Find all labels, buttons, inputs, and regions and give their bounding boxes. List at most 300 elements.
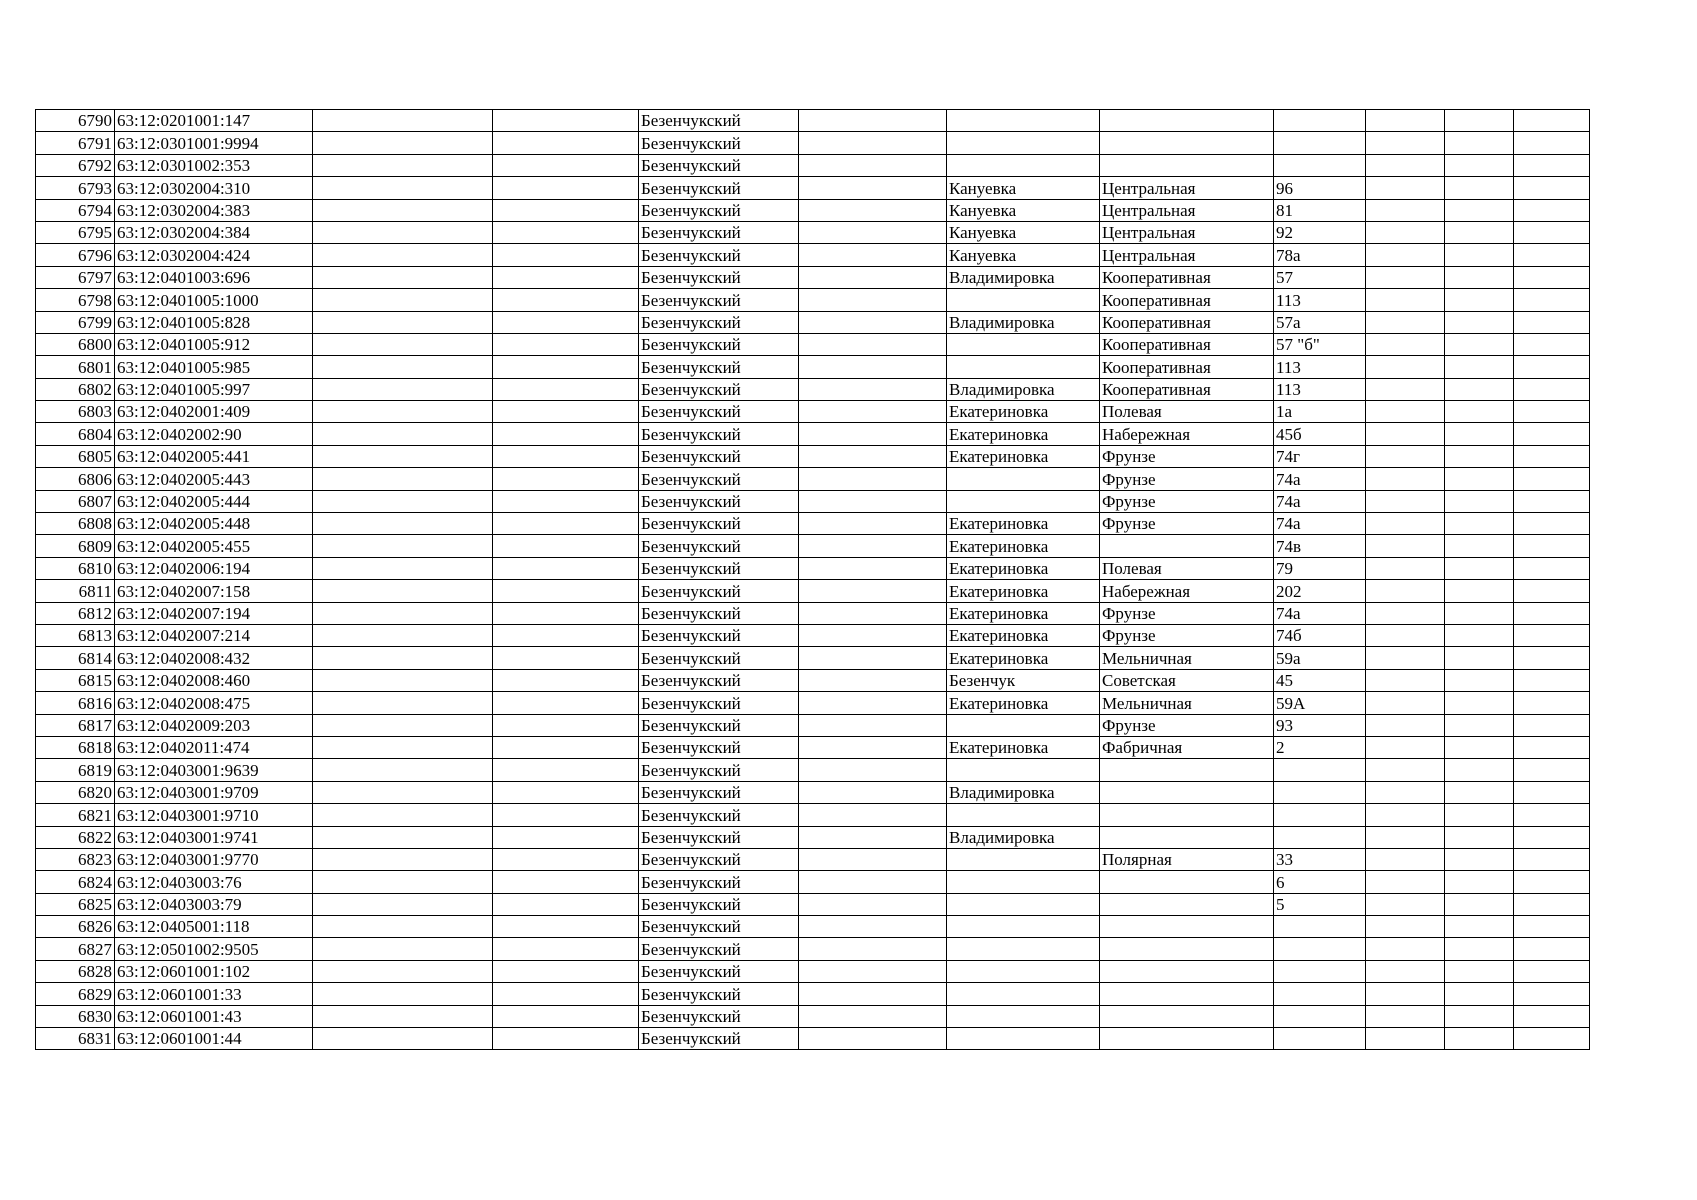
- house-number-cell: 74а: [1274, 468, 1366, 490]
- column-3-cell: [313, 983, 493, 1005]
- cadastral-number-cell: 63:12:0402007:214: [115, 624, 313, 646]
- street-cell: Фрунзе: [1100, 714, 1274, 736]
- district-cell: Безенчукский: [639, 580, 799, 602]
- settlement-cell: [947, 983, 1100, 1005]
- column-12-cell: [1514, 490, 1590, 512]
- house-number-cell: [1274, 759, 1366, 781]
- column-12-cell: [1514, 333, 1590, 355]
- settlement-cell: [947, 893, 1100, 915]
- settlement-cell: Екатериновка: [947, 602, 1100, 624]
- settlement-cell: Екатериновка: [947, 736, 1100, 758]
- street-cell: [1100, 983, 1274, 1005]
- column-4-cell: [493, 647, 639, 669]
- district-cell: Безенчукский: [639, 490, 799, 512]
- settlement-cell: [947, 960, 1100, 982]
- cadastral-number-cell: 63:12:0402001:409: [115, 401, 313, 423]
- column-10-cell: [1366, 266, 1445, 288]
- row-number-cell: 6813: [36, 624, 115, 646]
- column-11-cell: [1445, 445, 1514, 467]
- table-row: [36, 513, 1590, 535]
- column-4-cell: [493, 848, 639, 870]
- table-row: [36, 669, 1590, 691]
- column-3-cell: [313, 804, 493, 826]
- column-3-cell: [313, 759, 493, 781]
- column-6-cell: [799, 333, 947, 355]
- column-4-cell: [493, 826, 639, 848]
- settlement-cell: Безенчук: [947, 669, 1100, 691]
- column-11-cell: [1445, 960, 1514, 982]
- street-cell: Фабричная: [1100, 736, 1274, 758]
- cadastral-register-table: [35, 109, 1590, 1050]
- column-4-cell: [493, 692, 639, 714]
- district-cell: Безенчукский: [639, 1005, 799, 1027]
- column-12-cell: [1514, 378, 1590, 400]
- house-number-cell: 33: [1274, 848, 1366, 870]
- column-11-cell: [1445, 759, 1514, 781]
- column-6-cell: [799, 535, 947, 557]
- column-12-cell: [1514, 1005, 1590, 1027]
- row-number-cell: 6790: [36, 110, 115, 132]
- table-row: [36, 154, 1590, 176]
- district-cell: Безенчукский: [639, 356, 799, 378]
- district-cell: Безенчукский: [639, 513, 799, 535]
- column-11-cell: [1445, 221, 1514, 243]
- settlement-cell: [947, 759, 1100, 781]
- column-10-cell: [1366, 938, 1445, 960]
- column-11-cell: [1445, 333, 1514, 355]
- district-cell: Безенчукский: [639, 871, 799, 893]
- house-number-cell: 74а: [1274, 490, 1366, 512]
- column-4-cell: [493, 580, 639, 602]
- district-cell: Безенчукский: [639, 378, 799, 400]
- district-cell: Безенчукский: [639, 311, 799, 333]
- column-12-cell: [1514, 580, 1590, 602]
- street-cell: [1100, 110, 1274, 132]
- district-cell: Безенчукский: [639, 960, 799, 982]
- district-cell: Безенчукский: [639, 1028, 799, 1050]
- street-cell: Кооперативная: [1100, 289, 1274, 311]
- column-3-cell: [313, 916, 493, 938]
- column-11-cell: [1445, 557, 1514, 579]
- table-row: [36, 826, 1590, 848]
- column-10-cell: [1366, 871, 1445, 893]
- row-number-cell: 6824: [36, 871, 115, 893]
- column-6-cell: [799, 445, 947, 467]
- row-number-cell: 6811: [36, 580, 115, 602]
- cadastral-number-cell: 63:12:0403001:9741: [115, 826, 313, 848]
- row-number-cell: 6793: [36, 177, 115, 199]
- house-number-cell: [1274, 132, 1366, 154]
- cadastral-number-cell: 63:12:0401003:696: [115, 266, 313, 288]
- column-3-cell: [313, 110, 493, 132]
- column-4-cell: [493, 714, 639, 736]
- column-4-cell: [493, 110, 639, 132]
- cadastral-number-cell: 63:12:0403001:9770: [115, 848, 313, 870]
- column-6-cell: [799, 647, 947, 669]
- district-cell: Безенчукский: [639, 244, 799, 266]
- column-6-cell: [799, 602, 947, 624]
- column-10-cell: [1366, 983, 1445, 1005]
- table-row: [36, 960, 1590, 982]
- column-12-cell: [1514, 960, 1590, 982]
- column-11-cell: [1445, 311, 1514, 333]
- column-10-cell: [1366, 624, 1445, 646]
- row-number-cell: 6795: [36, 221, 115, 243]
- column-11-cell: [1445, 513, 1514, 535]
- street-cell: [1100, 1028, 1274, 1050]
- district-cell: Безенчукский: [639, 848, 799, 870]
- house-number-cell: 92: [1274, 221, 1366, 243]
- table-row: [36, 848, 1590, 870]
- house-number-cell: 6: [1274, 871, 1366, 893]
- district-cell: Безенчукский: [639, 557, 799, 579]
- row-number-cell: 6799: [36, 311, 115, 333]
- column-6-cell: [799, 1028, 947, 1050]
- column-3-cell: [313, 602, 493, 624]
- house-number-cell: [1274, 1028, 1366, 1050]
- column-6-cell: [799, 692, 947, 714]
- table-row: [36, 602, 1590, 624]
- column-4-cell: [493, 177, 639, 199]
- column-11-cell: [1445, 916, 1514, 938]
- column-3-cell: [313, 378, 493, 400]
- district-cell: Безенчукский: [639, 692, 799, 714]
- table-row: [36, 692, 1590, 714]
- column-11-cell: [1445, 378, 1514, 400]
- column-12-cell: [1514, 871, 1590, 893]
- settlement-cell: Кануевка: [947, 221, 1100, 243]
- table-row: [36, 1005, 1590, 1027]
- column-12-cell: [1514, 221, 1590, 243]
- street-cell: Кооперативная: [1100, 378, 1274, 400]
- house-number-cell: 57: [1274, 266, 1366, 288]
- house-number-cell: [1274, 154, 1366, 176]
- column-6-cell: [799, 311, 947, 333]
- table-row: [36, 647, 1590, 669]
- table-row: [36, 1028, 1590, 1050]
- column-3-cell: [313, 960, 493, 982]
- street-cell: [1100, 938, 1274, 960]
- district-cell: Безенчукский: [639, 154, 799, 176]
- cadastral-number-cell: 63:12:0402007:194: [115, 602, 313, 624]
- column-4-cell: [493, 624, 639, 646]
- table-row: [36, 804, 1590, 826]
- table-row: [36, 221, 1590, 243]
- column-4-cell: [493, 513, 639, 535]
- district-cell: Безенчукский: [639, 781, 799, 803]
- cadastral-number-cell: 63:12:0401005:985: [115, 356, 313, 378]
- table-row: [36, 177, 1590, 199]
- street-cell: [1100, 826, 1274, 848]
- column-3-cell: [313, 893, 493, 915]
- column-4-cell: [493, 893, 639, 915]
- street-cell: Центральная: [1100, 221, 1274, 243]
- cadastral-number-cell: 63:12:0402005:455: [115, 535, 313, 557]
- settlement-cell: [947, 848, 1100, 870]
- column-12-cell: [1514, 826, 1590, 848]
- column-12-cell: [1514, 535, 1590, 557]
- street-cell: Фрунзе: [1100, 490, 1274, 512]
- district-cell: Безенчукский: [639, 602, 799, 624]
- table-row: [36, 714, 1590, 736]
- cadastral-number-cell: 63:12:0403001:9639: [115, 759, 313, 781]
- column-4-cell: [493, 356, 639, 378]
- column-6-cell: [799, 714, 947, 736]
- column-6-cell: [799, 490, 947, 512]
- district-cell: Безенчукский: [639, 445, 799, 467]
- settlement-cell: Владимировка: [947, 826, 1100, 848]
- column-4-cell: [493, 244, 639, 266]
- row-number-cell: 6812: [36, 602, 115, 624]
- settlement-cell: Владимировка: [947, 266, 1100, 288]
- column-4-cell: [493, 871, 639, 893]
- cadastral-number-cell: 63:12:0402005:441: [115, 445, 313, 467]
- row-number-cell: 6826: [36, 916, 115, 938]
- column-11-cell: [1445, 580, 1514, 602]
- column-11-cell: [1445, 602, 1514, 624]
- district-cell: Безенчукский: [639, 468, 799, 490]
- column-4-cell: [493, 669, 639, 691]
- column-6-cell: [799, 781, 947, 803]
- row-number-cell: 6805: [36, 445, 115, 467]
- cadastral-number-cell: 63:12:0601001:44: [115, 1028, 313, 1050]
- district-cell: Безенчукский: [639, 736, 799, 758]
- column-11-cell: [1445, 736, 1514, 758]
- column-10-cell: [1366, 513, 1445, 535]
- column-12-cell: [1514, 893, 1590, 915]
- cadastral-number-cell: 63:12:0405001:118: [115, 916, 313, 938]
- row-number-cell: 6801: [36, 356, 115, 378]
- column-4-cell: [493, 132, 639, 154]
- column-12-cell: [1514, 781, 1590, 803]
- house-number-cell: [1274, 960, 1366, 982]
- column-6-cell: [799, 960, 947, 982]
- column-10-cell: [1366, 110, 1445, 132]
- settlement-cell: Екатериновка: [947, 692, 1100, 714]
- cadastral-number-cell: 63:12:0302004:383: [115, 199, 313, 221]
- column-12-cell: [1514, 110, 1590, 132]
- column-6-cell: [799, 983, 947, 1005]
- column-12-cell: [1514, 938, 1590, 960]
- column-4-cell: [493, 557, 639, 579]
- cadastral-number-cell: 63:12:0403003:76: [115, 871, 313, 893]
- table-row: [36, 378, 1590, 400]
- cadastral-number-cell: 63:12:0403003:79: [115, 893, 313, 915]
- column-12-cell: [1514, 669, 1590, 691]
- cadastral-number-cell: 63:12:0401005:997: [115, 378, 313, 400]
- table-row: [36, 244, 1590, 266]
- house-number-cell: 96: [1274, 177, 1366, 199]
- column-11-cell: [1445, 669, 1514, 691]
- column-4-cell: [493, 199, 639, 221]
- cadastral-number-cell: 63:12:0402009:203: [115, 714, 313, 736]
- house-number-cell: [1274, 916, 1366, 938]
- settlement-cell: [947, 1005, 1100, 1027]
- column-10-cell: [1366, 669, 1445, 691]
- cadastral-number-cell: 63:12:0601001:43: [115, 1005, 313, 1027]
- column-11-cell: [1445, 132, 1514, 154]
- row-number-cell: 6822: [36, 826, 115, 848]
- column-11-cell: [1445, 893, 1514, 915]
- cadastral-number-cell: 63:12:0302004:310: [115, 177, 313, 199]
- cadastral-number-cell: 63:12:0601001:33: [115, 983, 313, 1005]
- house-number-cell: 45: [1274, 669, 1366, 691]
- column-10-cell: [1366, 423, 1445, 445]
- cadastral-number-cell: 63:12:0401005:1000: [115, 289, 313, 311]
- column-11-cell: [1445, 535, 1514, 557]
- house-number-cell: [1274, 781, 1366, 803]
- column-6-cell: [799, 804, 947, 826]
- row-number-cell: 6807: [36, 490, 115, 512]
- column-4-cell: [493, 960, 639, 982]
- house-number-cell: 57а: [1274, 311, 1366, 333]
- street-cell: [1100, 893, 1274, 915]
- house-number-cell: 74б: [1274, 624, 1366, 646]
- column-3-cell: [313, 333, 493, 355]
- district-cell: Безенчукский: [639, 714, 799, 736]
- cadastral-number-cell: 63:12:0401005:828: [115, 311, 313, 333]
- column-6-cell: [799, 378, 947, 400]
- district-cell: Безенчукский: [639, 916, 799, 938]
- column-10-cell: [1366, 401, 1445, 423]
- column-4-cell: [493, 983, 639, 1005]
- row-number-cell: 6798: [36, 289, 115, 311]
- house-number-cell: 113: [1274, 378, 1366, 400]
- column-6-cell: [799, 401, 947, 423]
- column-11-cell: [1445, 1005, 1514, 1027]
- column-6-cell: [799, 916, 947, 938]
- column-10-cell: [1366, 1005, 1445, 1027]
- cadastral-number-cell: 63:12:0402005:444: [115, 490, 313, 512]
- table-row: [36, 557, 1590, 579]
- column-11-cell: [1445, 1028, 1514, 1050]
- row-number-cell: 6825: [36, 893, 115, 915]
- cadastral-number-cell: 63:12:0201001:147: [115, 110, 313, 132]
- column-10-cell: [1366, 580, 1445, 602]
- street-cell: Полевая: [1100, 401, 1274, 423]
- cadastral-number-cell: 63:12:0301002:353: [115, 154, 313, 176]
- column-3-cell: [313, 401, 493, 423]
- table-row: [36, 132, 1590, 154]
- column-6-cell: [799, 736, 947, 758]
- column-11-cell: [1445, 938, 1514, 960]
- column-3-cell: [313, 490, 493, 512]
- column-10-cell: [1366, 490, 1445, 512]
- column-4-cell: [493, 804, 639, 826]
- district-cell: Безенчукский: [639, 983, 799, 1005]
- table-row: [36, 781, 1590, 803]
- column-10-cell: [1366, 960, 1445, 982]
- column-11-cell: [1445, 826, 1514, 848]
- settlement-cell: [947, 871, 1100, 893]
- column-10-cell: [1366, 199, 1445, 221]
- row-number-cell: 6831: [36, 1028, 115, 1050]
- column-12-cell: [1514, 714, 1590, 736]
- column-12-cell: [1514, 177, 1590, 199]
- street-cell: Мельничная: [1100, 647, 1274, 669]
- house-number-cell: 74в: [1274, 535, 1366, 557]
- column-10-cell: [1366, 826, 1445, 848]
- table-row: [36, 736, 1590, 758]
- house-number-cell: 74г: [1274, 445, 1366, 467]
- column-6-cell: [799, 871, 947, 893]
- district-cell: Безенчукский: [639, 177, 799, 199]
- column-11-cell: [1445, 266, 1514, 288]
- column-11-cell: [1445, 804, 1514, 826]
- column-10-cell: [1366, 759, 1445, 781]
- column-3-cell: [313, 871, 493, 893]
- table-row: [36, 871, 1590, 893]
- column-10-cell: [1366, 781, 1445, 803]
- street-cell: [1100, 759, 1274, 781]
- column-11-cell: [1445, 244, 1514, 266]
- table-row: [36, 333, 1590, 355]
- column-6-cell: [799, 848, 947, 870]
- column-3-cell: [313, 535, 493, 557]
- column-3-cell: [313, 468, 493, 490]
- house-number-cell: 79: [1274, 557, 1366, 579]
- column-6-cell: [799, 356, 947, 378]
- column-12-cell: [1514, 311, 1590, 333]
- column-12-cell: [1514, 736, 1590, 758]
- table-row: [36, 983, 1590, 1005]
- row-number-cell: 6802: [36, 378, 115, 400]
- row-number-cell: 6820: [36, 781, 115, 803]
- column-12-cell: [1514, 759, 1590, 781]
- table-row: [36, 893, 1590, 915]
- district-cell: Безенчукский: [639, 401, 799, 423]
- column-6-cell: [799, 513, 947, 535]
- street-cell: Фрунзе: [1100, 602, 1274, 624]
- street-cell: Центральная: [1100, 177, 1274, 199]
- house-number-cell: 74а: [1274, 513, 1366, 535]
- column-10-cell: [1366, 692, 1445, 714]
- column-11-cell: [1445, 781, 1514, 803]
- row-number-cell: 6815: [36, 669, 115, 691]
- table-body: [36, 110, 1590, 1050]
- row-number-cell: 6830: [36, 1005, 115, 1027]
- column-12-cell: [1514, 289, 1590, 311]
- street-cell: Полевая: [1100, 557, 1274, 579]
- column-3-cell: [313, 692, 493, 714]
- settlement-cell: Екатериновка: [947, 401, 1100, 423]
- column-6-cell: [799, 759, 947, 781]
- house-number-cell: [1274, 1005, 1366, 1027]
- street-cell: Фрунзе: [1100, 468, 1274, 490]
- table-row: [36, 356, 1590, 378]
- row-number-cell: 6821: [36, 804, 115, 826]
- column-11-cell: [1445, 848, 1514, 870]
- street-cell: [1100, 154, 1274, 176]
- row-number-cell: 6792: [36, 154, 115, 176]
- column-12-cell: [1514, 1028, 1590, 1050]
- column-11-cell: [1445, 199, 1514, 221]
- cadastral-number-cell: 63:12:0402008:432: [115, 647, 313, 669]
- column-4-cell: [493, 333, 639, 355]
- district-cell: Безенчукский: [639, 669, 799, 691]
- column-12-cell: [1514, 692, 1590, 714]
- column-10-cell: [1366, 311, 1445, 333]
- column-6-cell: [799, 221, 947, 243]
- settlement-cell: [947, 132, 1100, 154]
- settlement-cell: [947, 289, 1100, 311]
- row-number-cell: 6800: [36, 333, 115, 355]
- settlement-cell: Владимировка: [947, 378, 1100, 400]
- table-row: [36, 490, 1590, 512]
- table-row: [36, 401, 1590, 423]
- column-11-cell: [1445, 714, 1514, 736]
- district-cell: Безенчукский: [639, 110, 799, 132]
